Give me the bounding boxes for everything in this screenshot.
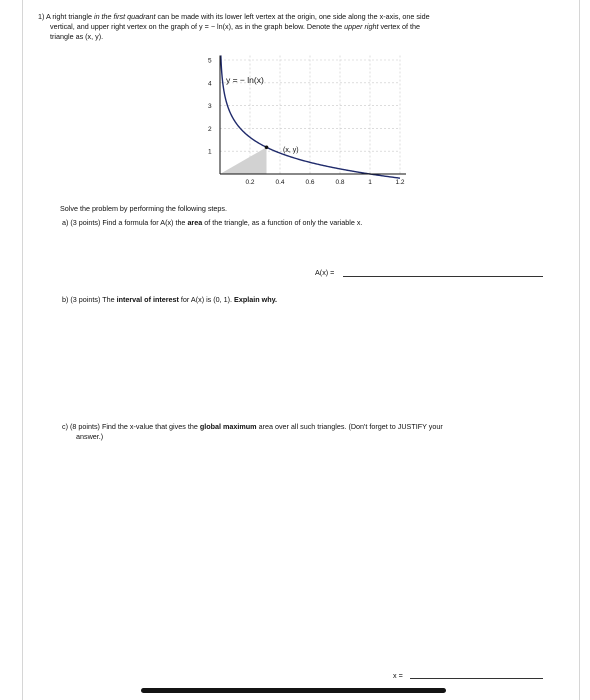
x-tick-labels — [245, 179, 404, 186]
x-tick-label: 1.2 — [395, 179, 405, 186]
intro-text: triangle as (x, y). — [50, 32, 104, 41]
x-tick-label: 1 — [368, 179, 372, 186]
x-tick-label: 0.4 — [275, 179, 285, 186]
problem-number: 1) — [38, 12, 45, 21]
y-tick-label: 5 — [208, 57, 212, 65]
x-tick-label: 0.2 — [245, 179, 255, 186]
shaded-triangle — [220, 147, 267, 174]
y-tick-label: 2 — [208, 125, 212, 133]
intro-text: vertex of the — [380, 22, 421, 31]
part-a-question — [62, 218, 362, 228]
part-a-rest: of the triangle, as a function of only the variable x. — [204, 218, 363, 227]
y-tick-label: 3 — [208, 103, 212, 111]
part-b-label: b) (3 points) The — [62, 295, 115, 304]
part-a-answer-label: A(x) = — [315, 268, 335, 277]
part-c-rest: area over all such triangles. (Don't forget to JUSTIFY your — [258, 422, 443, 431]
part-a-bold: area — [187, 218, 203, 227]
part-b-question — [62, 295, 277, 305]
intro-text: A right triangle — [46, 12, 92, 21]
intro-emphasis: upper right — [344, 22, 379, 31]
steps-intro: Solve the problem by performing the following steps. — [60, 204, 227, 213]
part-b-mid: for A(x) is (0, 1). — [180, 295, 233, 304]
intro-emphasis: in the first quadrant — [93, 12, 156, 21]
intro-text: can be made with its lower left vertex at the origin, one side along the x-axis, one side — [157, 12, 430, 21]
y-tick-label: 4 — [208, 80, 212, 88]
y-tick-label: 1 — [208, 148, 212, 156]
part-c-label: c) (8 points) Find the x-value that gives the — [62, 422, 198, 431]
vertex-point — [265, 145, 269, 149]
horizontal-scrollbar[interactable] — [141, 688, 446, 693]
graph-grid — [220, 55, 400, 174]
part-c-bold: global maximum — [199, 422, 257, 431]
y-tick-labels — [208, 58, 212, 156]
part-c-answer-label: x = — [393, 671, 403, 680]
curve-label: y = − ln(x) — [226, 75, 264, 85]
part-a-answer-blank[interactable] — [343, 276, 543, 277]
point-label: (x, y) — [283, 147, 299, 154]
part-c-answer-blank[interactable] — [410, 678, 543, 679]
part-a-label: a) (3 points) Find a formula for A(x) the — [62, 218, 186, 227]
part-c-question — [62, 422, 443, 432]
part-b-bold: interval of interest — [116, 295, 179, 304]
part-c-question-line-2: answer.) — [76, 432, 104, 441]
intro-text: vertical, and upper right vertex on the graph of y = − ln(x), as in the graph below. Denote the — [50, 22, 343, 31]
x-tick-label: 0.6 — [305, 179, 315, 186]
part-b-bold2: Explain why. — [234, 295, 278, 304]
x-tick-label: 0.8 — [335, 179, 345, 186]
function-graph — [0, 0, 590, 200]
